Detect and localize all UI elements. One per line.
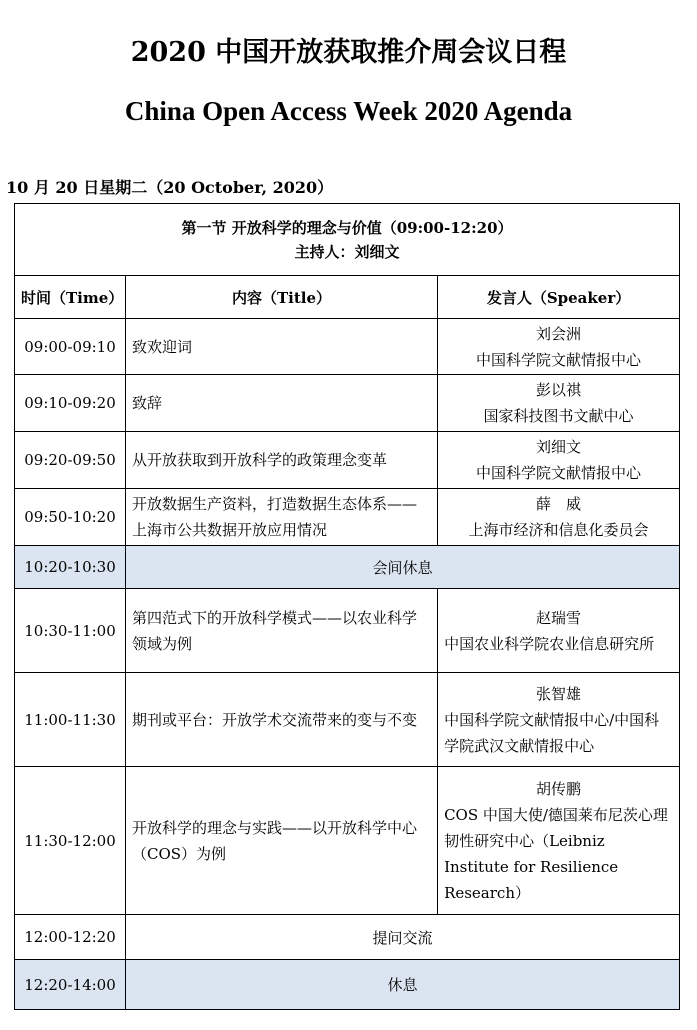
table-row bbox=[15, 375, 680, 432]
agenda-table bbox=[14, 203, 680, 1010]
page-title-en: China Open Access Week 2020 Agenda bbox=[124, 96, 573, 126]
table-row bbox=[15, 915, 680, 960]
speaker-org: COS 中国大使/德国莱布尼茨心理韧性研究中心（Leibniz Institute for Resilience Research） bbox=[444, 805, 668, 902]
col-header-speaker: 发言人（Speaker） bbox=[438, 276, 680, 319]
speaker-org: 上海市经济和信息化委员会 bbox=[468, 521, 649, 539]
column-header-row bbox=[15, 276, 680, 319]
row-time: 11:00-11:30 bbox=[15, 673, 126, 767]
table-row bbox=[15, 589, 680, 673]
row-speaker bbox=[438, 489, 680, 546]
row-title: 期刊或平台：开放学术交流带来的变与不变 bbox=[126, 673, 438, 767]
row-time: 09:50-10:20 bbox=[15, 489, 126, 546]
table-row bbox=[15, 767, 680, 915]
row-speaker bbox=[438, 589, 680, 673]
section-title: 第一节 开放科学的理念与价值（09:00-12:20） bbox=[181, 218, 513, 237]
table-row bbox=[15, 489, 680, 546]
section-header bbox=[15, 204, 680, 276]
row-time: 10:20-10:30 bbox=[15, 546, 126, 589]
speaker-name: 薛 威 bbox=[536, 495, 582, 513]
row-time: 10:30-11:00 bbox=[15, 589, 126, 673]
col-header-time: 时间（Time） bbox=[15, 276, 126, 319]
row-speaker bbox=[438, 767, 680, 915]
speaker-name: 刘细文 bbox=[536, 438, 582, 456]
speaker-name: 赵瑞雪 bbox=[536, 608, 582, 627]
break-label: 会间休息 bbox=[126, 546, 680, 589]
row-title: 开放数据生产资料，打造数据生态体系——上海市公共数据开放应用情况 bbox=[126, 489, 438, 546]
speaker-org: 国家科技图书文献中心 bbox=[483, 407, 634, 425]
speaker-org: 中国科学院文献情报中心/中国科学院武汉文献情报中心 bbox=[444, 710, 660, 755]
row-speaker bbox=[438, 432, 680, 489]
row-title: 开放科学的理念与实践——以开放科学中心（COS）为例 bbox=[126, 767, 438, 915]
section-header-row bbox=[15, 204, 680, 276]
row-title: 致欢迎词 bbox=[126, 319, 438, 375]
speaker-name: 刘会洲 bbox=[536, 324, 582, 343]
row-time: 12:00-12:20 bbox=[15, 915, 126, 960]
table-row bbox=[15, 432, 680, 489]
agenda-date: 10 月 20 日星期二（20 October, 2020） bbox=[6, 178, 334, 197]
table-row bbox=[15, 319, 680, 375]
table-row bbox=[15, 673, 680, 767]
qa-label: 提问交流 bbox=[126, 915, 680, 960]
row-title: 致辞 bbox=[126, 375, 438, 432]
row-time: 12:20-14:00 bbox=[15, 960, 126, 1010]
page-title-cn: 2020 中国开放获取推介周会议日程 bbox=[130, 37, 567, 68]
speaker-org: 中国科学院文献情报中心 bbox=[476, 464, 642, 482]
col-header-title: 内容（Title） bbox=[126, 276, 438, 319]
row-time: 09:00-09:10 bbox=[15, 319, 126, 375]
section-host: 主持人：刘细文 bbox=[294, 242, 400, 261]
speaker-org: 中国农业科学院农业信息研究所 bbox=[444, 634, 655, 653]
speaker-org: 中国科学院文献情报中心 bbox=[476, 350, 642, 369]
row-title: 从开放获取到开放科学的政策理念变革 bbox=[126, 432, 438, 489]
row-title: 第四范式下的开放科学模式——以农业科学领域为例 bbox=[126, 589, 438, 673]
speaker-name: 彭以祺 bbox=[536, 381, 582, 399]
row-speaker bbox=[438, 673, 680, 767]
row-time: 09:20-09:50 bbox=[15, 432, 126, 489]
speaker-name: 张智雄 bbox=[536, 684, 582, 703]
row-time: 09:10-09:20 bbox=[15, 375, 126, 432]
break-row bbox=[15, 546, 680, 589]
row-time: 11:30-12:00 bbox=[15, 767, 126, 915]
row-speaker bbox=[438, 375, 680, 432]
break-row bbox=[15, 960, 680, 1010]
break-label: 休息 bbox=[126, 960, 680, 1010]
row-speaker bbox=[438, 319, 680, 375]
speaker-name: 胡传鹏 bbox=[536, 779, 582, 798]
